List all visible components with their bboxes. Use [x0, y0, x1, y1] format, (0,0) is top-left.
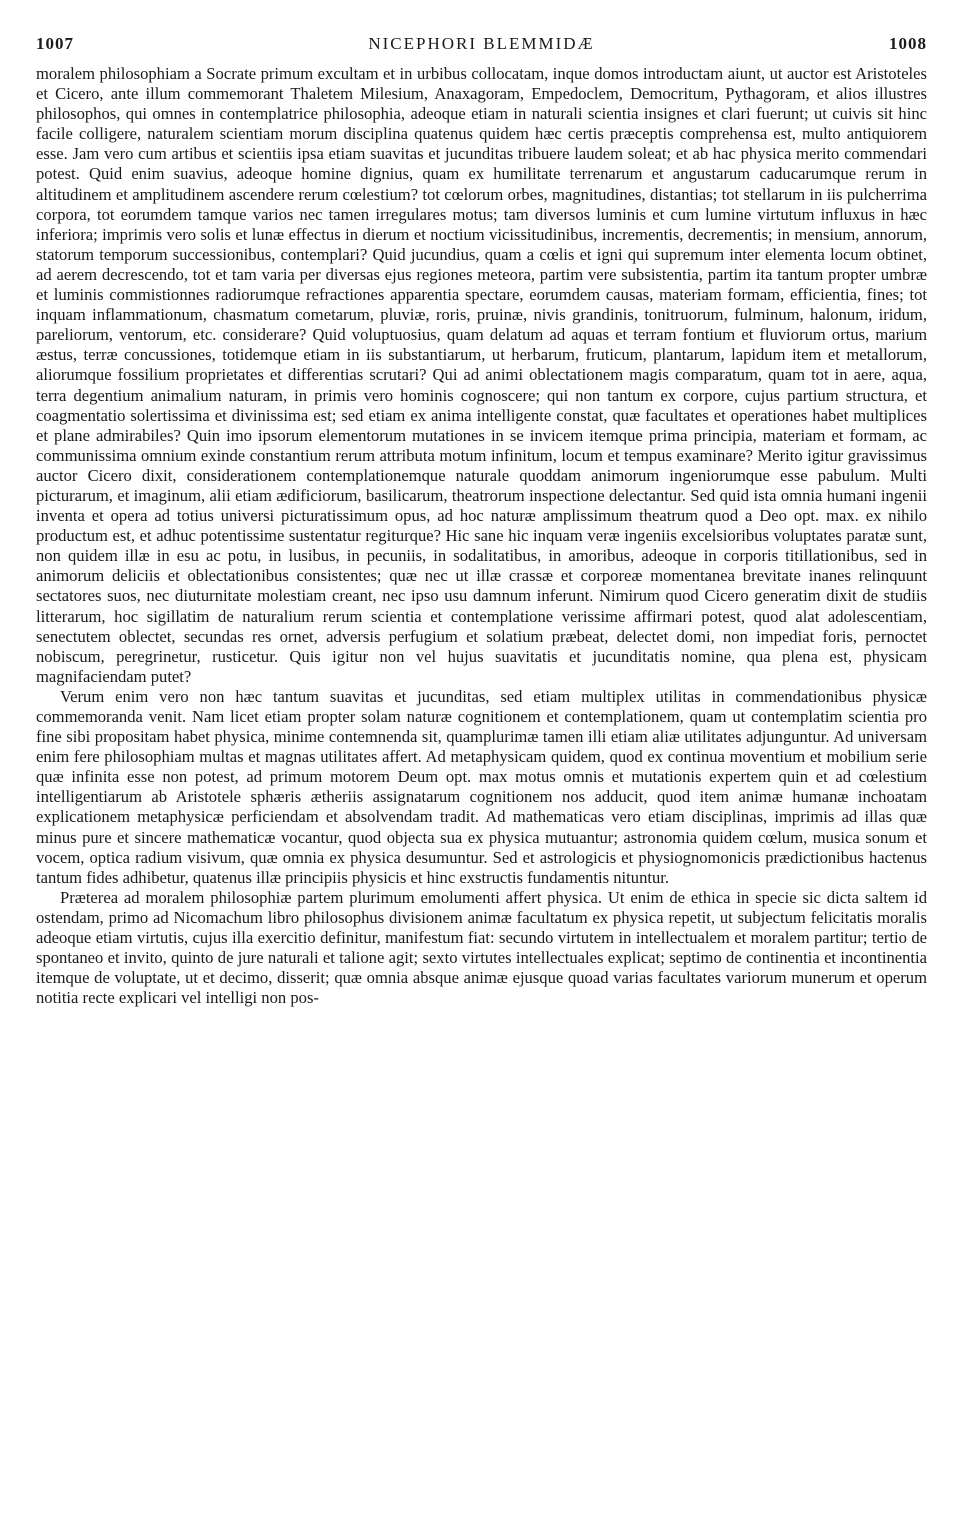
column-number-right: 1008 [889, 34, 927, 53]
body-text [36, 64, 927, 1008]
paragraph: Verum enim vero non hæc tantum suavitas et jucunditas, sed etiam multiplex utilitas in commendationibus physicæ commemoranda venit. Nam licet etiam propter solam naturæ cognitionem et contemplationem, quam ut contemplatim scientia pro fine sibi propositam habet physica, minime contemnenda sit, quamplurimæ tamen illi etiam aliæ utilitates adjunguntur. Ad universam enim fere philosophiam multas et magnas utilitates affert. Ad metaphysicam quidem, quod ex continua moventium et mobilium serie quæ infinita esse non potest, ad primum motorem Deum opt. max motus omnis et mutationis expertem quin et ad cœlestium intelligentiarum ab Aristotele sphæris ætheriis assignatarum cognitionem nos adducit, quod item animæ humanæ inchoatam explicationem metaphysicæ perficiendam et absolvendam tradit. Ad mathematicas vero etiam disciplinas, imprimis ad illas quæ minus pure et sincere mathematicæ vocantur, quod objecta sua ex physica mutuantur; astronomia quidem cœlum, musica sonum et vocem, optica radium visivum, quæ omnia ex physica desumuntur. Sed et astrologicis et physiognomonicis prædictionibus hactenus tantum fides adhibetur, quatenus illæ principiis physicis et hinc exstructis fundamentis nituntur. [36, 686, 927, 887]
paragraph: Præterea ad moralem philosophiæ partem plurimum emolumenti affert physica. Ut enim de ethica in specie sic dicta saltem id ostendam, primo ad Nicomachum libro philosophus divisionem animæ facultatum ex physica repetit, ut subjectum felicitatis moralis adeoque etiam virtutis, cujus illa exercitio definitur, manifestum fiat: secundo virtutem in intellectualem et moralem partitur; tertio de spontaneo et invito, quinto de jure naturali et talione agit; sexto virtutes intellectuales explicat; septimo de continentia et incontinentia itemque de voluptate, ut et decimo, disserit; quæ omnia absque animæ ejusque quoad varias facultates variorum munerum et operum notitia recte explicari vel intelligi non pos- [36, 887, 927, 1008]
column-number-left: 1007 [36, 34, 74, 53]
paragraph: moralem philosophiam a Socrate primum excultam et in urbibus collocatam, inque domos introductam aiunt, ut auctor est Aristoteles et Cicero, ante illum commemorant Thaletem Milesium, Anaxagoram, Empedoclem, Democritum, Pythagoram, et alios illustres philosophos, qui omnes in contemplatrice philosophia, adeoque etiam in naturali scientia insignes et clari fuerunt; ut cuivis sit hinc facile colligere, naturalem scientiam morum disciplina quatenus quidem hæc certis præceptis comprehensa est, multo antiquiorem esse. Jam vero cum artibus et scientiis ipsa etiam suavitas et jucunditas tribuere laudem soleat; et ab hac physica merito commendari potest. Quid enim suavius, adeoque homine dignius, quam ex humilitate terrenarum et angustarum caducarumque rerum in altitudinem et amplitudinem ascendere rerum cœlestium? tot cœlorum orbes, magnitudines, distantias; tot stellarum in iis pulcherrima corpora, tot eorumdem tamque varios nec tamen irregulares motus; tam diversos luminis et cum lumine virtutum influxus in hæc inferiora; imprimis vero solis et lunæ effectus in dierum et noctium vicissitudinibus, incrementis, decrementis; in mensium, annorum, statorum temporum successionibus, contemplari? Quid jucundius, quam a cœlis et igni qui supremum inter elementa locum obtinet, ad aerem decrescendo, tot et tam varia per diversas ejus regiones meteora, partim vere subsistentia, partim ita tantum propter umbræ et luminis commistionnes radiorumque refractiones apparentia spectare, eorumdem causas, materiam formam, efficientia, fines; tot inquam inflammationum, chasmatum cometarum, pluviæ, roris, pruinæ, nivis grandinis, tonitruorum, fulminum, halonum, iridum, pareliorum, ventorum, etc. considerare? Quid voluptuosius, quam delatum ad aquas et terram fontium et fluviorum ortus, marium æstus, terræ concussiones, totidemque etiam in iis substantiarum, ut herbarum, fruticum, plantarum, lapidum item et metallorum, aliorumque fossilium proprietates et differentias scrutari? Qui ad animi oblectationem magis comparatum, quam tot in aere, aqua, terra degentium animalium naturam, in primis vero hominis cognoscere; qui non tantum ex corpore, cujus partium structura, et coagmentatio solertissima et divinissima est; sed etiam ex anima intelligente constat, quæ facultates et operationes habet multiplices et plane admirabiles? Quin imo ipsorum elementorum mutationes in se invicem itemque prima principia, materiam et formam, ac communissima omnium exinde constantium rerum attributa motum infinitum, locum et tempus examinare? Merito igitur gravissimus auctor Cicero dixit, considerationem contemplationemque naturale quoddam animorum ingeniorumque esse pabulum. Multi picturarum, et imaginum, alii etiam ædificiorum, basilicarum, theatrorum inspectione delectantur. Sed quid ista omnia humani ingenii inventa et opera ad totius universi picturatissimum opus, ad hoc naturæ amplissimum theatrum quod a Deo opt. max. ex nihilo productum est, et adhuc potentissime sustentatur regiturque? Hic sane hic inquam veræ ingeniis excelsioribus voluptates paratæ sunt, non quidem illæ in esu ac potu, in lusibus, in pecuniis, in sodalitatibus, in amoribus, adeoque in corporis titillationibus, sed in animorum deliciis et oblectationibus consistentes; quæ nec ut illæ crassæ et corporeæ momentanea brevitate inanes relinquunt sectatores suos, nec diuturnitate molestiam creant, nec ipso usu damnum inferunt. Nimirum quod Cicero generatim dixit de studiis litterarum, hoc sigillatim de naturalium rerum scientia et contemplatione verissime affirmari potest, quod alat adolescentiam, senectutem oblectet, secundas res ornet, adversis perfugium et solatium præbeat, delectet domi, non impediat foris, pernoctet nobiscum, peregrinetur, rusticetur. Quis igitur non vel hujus suavitatis et jucunditatis nomine, qua plena est, physicam magnifaciendam putet? [36, 64, 927, 686]
running-title: NICEPHORI BLEMMIDÆ [368, 34, 595, 53]
running-header [36, 34, 927, 64]
